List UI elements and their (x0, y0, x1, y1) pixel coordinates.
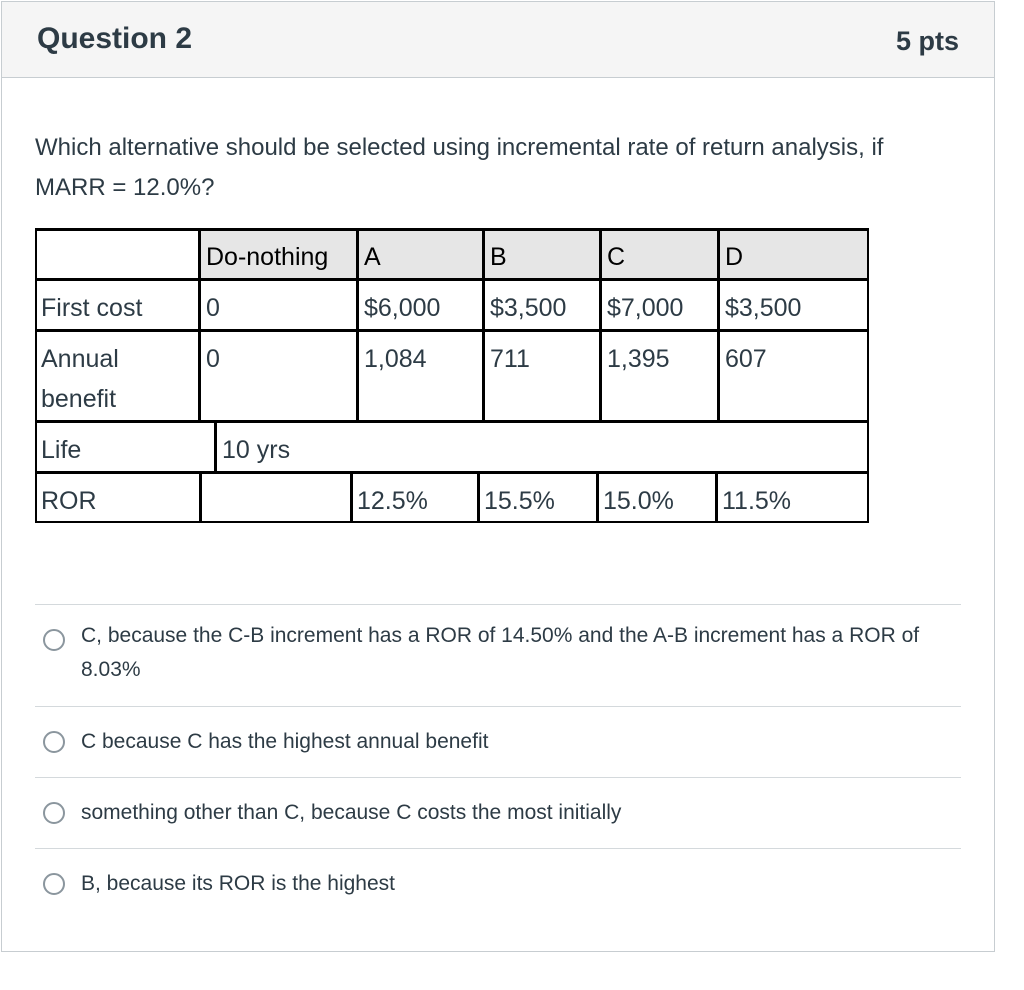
cell-first-cost-c: $7,000 (607, 294, 684, 322)
question-header (2, 2, 994, 78)
answer-label: C, because the C-B increment has a ROR of 14.50% and the A-B increment has a ROR of 8.03% (81, 624, 920, 681)
row-label-annual-benefit: Annual benefit (41, 345, 119, 413)
cell-first-cost-a: $6,000 (364, 294, 441, 322)
row-label-life: Life (41, 436, 82, 464)
answer-option[interactable] (35, 706, 961, 777)
answer-label: something other than C, because C costs the most initially (81, 801, 622, 824)
answer-label: C because C has the highest annual benefit (81, 730, 489, 753)
cell-first-cost-d: $3,500 (725, 294, 802, 322)
radio-button[interactable] (43, 802, 65, 824)
cell-ror-c: 15.0% (603, 487, 674, 515)
header-c: C (607, 243, 626, 271)
divider (35, 848, 961, 849)
radio-button[interactable] (43, 731, 65, 753)
cell-annual-benefit-a: 1,084 (364, 345, 427, 373)
question-title: Question 2 (37, 22, 193, 55)
cell-ror-d: 11.5% (722, 487, 792, 515)
cell-annual-benefit-d: 607 (725, 345, 767, 373)
radio-button[interactable] (43, 629, 65, 651)
header-do-nothing: Do-nothing (206, 243, 329, 271)
answer-option[interactable] (35, 777, 961, 848)
cell-annual-benefit-do-nothing: 0 (206, 345, 220, 373)
header-d: D (725, 243, 744, 271)
cell-ror-b: 15.5% (484, 487, 555, 515)
row-label-ror: ROR (41, 487, 97, 515)
header-a: A (364, 243, 381, 271)
question-text: Which alternative should be selected using incremental rate of return analysis, if MARR = 12.0%? (35, 134, 884, 201)
cell-life-value: 10 yrs (222, 436, 291, 464)
cell-annual-benefit-b: 711 (490, 345, 530, 373)
answer-label: B, because its ROR is the highest (81, 872, 395, 895)
cell-first-cost-do-nothing: 0 (206, 294, 220, 322)
answer-list (35, 604, 961, 920)
header-b: B (490, 243, 507, 271)
row-label-first-cost: First cost (41, 294, 143, 322)
answer-option[interactable] (35, 604, 961, 706)
cell-ror-a: 12.5% (357, 487, 428, 515)
cell-first-cost-b: $3,500 (490, 294, 567, 322)
answer-option[interactable] (35, 848, 961, 920)
radio-button[interactable] (43, 873, 65, 895)
cell-annual-benefit-c: 1,395 (607, 345, 670, 373)
question-points: 5 pts (895, 26, 959, 56)
